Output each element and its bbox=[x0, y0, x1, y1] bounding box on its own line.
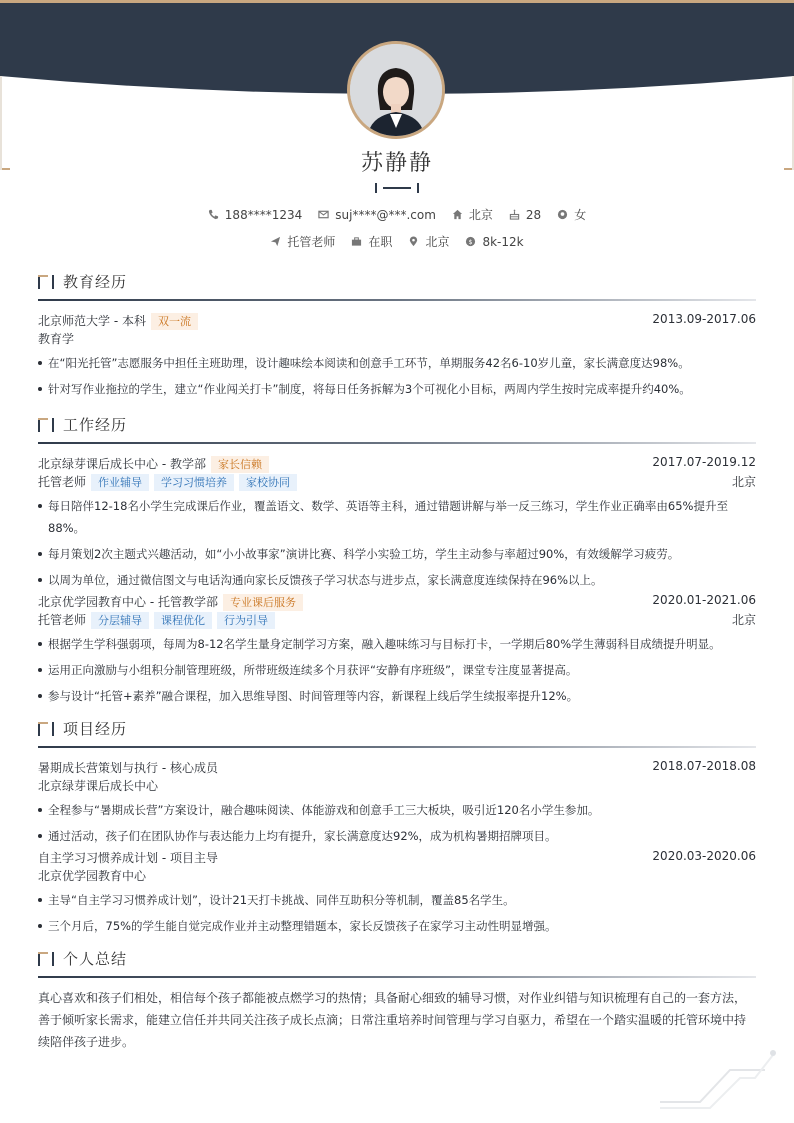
project-period: 2018.07-2018.08 bbox=[652, 759, 756, 773]
section-divider bbox=[38, 442, 756, 444]
list-item: 在“阳光托管”志愿服务中担任主班助理，设计趣味绘本阅读和创意手工环节，单期服务42名6-10岁儿童，家长满意度达98%。 bbox=[38, 352, 756, 374]
mail-icon bbox=[318, 209, 329, 220]
list-item: 参与设计“托管+素养”融合课程，加入思维导图、时间管理等内容，新课程上线后学生续报率提升12%。 bbox=[38, 685, 756, 707]
work-entry bbox=[38, 455, 756, 591]
projects-section bbox=[38, 718, 756, 933]
list-item: 每日陪伴12-18名小学生完成课后作业，覆盖语文、数学、英语等主科，通过错题讲解与举一反三练习，学生作业正确率由65%提升至88%。 bbox=[38, 495, 756, 539]
work-period: 2020.01-2021.06 bbox=[652, 593, 756, 607]
work-city: 北京 bbox=[731, 475, 756, 489]
education-section bbox=[38, 271, 756, 396]
gender-text: 女 bbox=[574, 208, 587, 222]
section-bracket-icon bbox=[38, 952, 56, 966]
project-period: 2020.03-2020.06 bbox=[652, 849, 756, 863]
summary-title: 个人总结 bbox=[63, 950, 128, 968]
home-icon bbox=[452, 209, 463, 220]
project-title: 自主学习习惯养成计划 - 项目主导 bbox=[38, 851, 218, 865]
target-job-text: 托管老师 bbox=[287, 235, 336, 249]
education-title: 教育经历 bbox=[63, 273, 128, 291]
section-divider bbox=[38, 746, 756, 748]
project-org: 北京绿芽课后成长中心 bbox=[38, 779, 159, 793]
summary-text: 真心喜欢和孩子们相处，相信每个孩子都能被点燃学习的热情；具备耐心细致的辅导习惯，对作业纠错与知识梳理有自己的一套方法，善于倾听家长需求，能建立信任并共同关注孩子成长点滴；日常注重培养时间管理与学习自驱力，希望在一个踏实温暖的托管环境中持续陪伴孩子进步。 bbox=[38, 991, 747, 1049]
work-title: 工作经历 bbox=[63, 416, 128, 434]
section-divider bbox=[38, 976, 756, 978]
list-item: 针对写作业拖拉的学生，建立“作业闯关打卡”制度，将每日任务拆解为3个可视化小目标，两周内学生按时完成率提升约40%。 bbox=[38, 378, 756, 400]
section-bracket-icon bbox=[38, 722, 56, 736]
projects-title: 项目经历 bbox=[63, 720, 128, 738]
money-icon bbox=[465, 236, 476, 247]
location-text: 北京 bbox=[468, 208, 493, 222]
list-item: 运用正向激励与小组积分制管理班级，所带班级连续多个月获评“安静有序班级”，课堂专注度显著提高。 bbox=[38, 659, 756, 681]
project-title: 暑期成长营策划与执行 - 核心成员 bbox=[38, 761, 218, 775]
phone-icon bbox=[208, 209, 219, 220]
major: 教育学 bbox=[38, 332, 75, 346]
salary-text: 8k-12k bbox=[482, 234, 524, 249]
section-divider bbox=[38, 299, 756, 301]
work-entry bbox=[38, 593, 756, 707]
company-name: 北京绿芽课后成长中心 - 教学部 bbox=[38, 457, 206, 471]
gender-icon bbox=[557, 209, 568, 220]
portrait-image bbox=[350, 44, 442, 136]
work-city: 北京 bbox=[731, 613, 756, 627]
list-item: 以周为单位，通过微信图文与电话沟通向家长反馈孩子学习状态与进步点，家长满意度连续保持在96%以上。 bbox=[38, 569, 756, 591]
summary-section bbox=[38, 948, 756, 1049]
section-bracket-icon bbox=[38, 275, 56, 289]
map-pin-icon bbox=[408, 236, 419, 247]
school-name: 北京师范大学 - 本科 bbox=[38, 314, 146, 328]
candidate-name: 苏静静 bbox=[360, 151, 433, 176]
skill-tag: 学习习惯培养 bbox=[154, 474, 234, 491]
work-section bbox=[38, 414, 756, 703]
target-job-item bbox=[270, 233, 335, 250]
school-tag: 双一流 bbox=[151, 313, 198, 330]
salary-item bbox=[465, 233, 523, 250]
project-entry bbox=[38, 759, 756, 847]
education-period: 2013.09-2017.06 bbox=[652, 312, 756, 326]
age-text: 28 bbox=[525, 207, 542, 222]
project-org: 北京优学园教育中心 bbox=[38, 869, 147, 883]
target-city-text: 北京 bbox=[425, 235, 450, 249]
list-item: 每月策划2次主题式兴趣活动，如“小小故事家”演讲比赛、科学小实验工坊，学生主动参与率超过90%，有效缓解学习疲劳。 bbox=[38, 543, 756, 565]
list-item: 全程参与“暑期成长营”方案设计，融合趣味阅读、体能游戏和创意手工三大板块，吸引近120名小学生参加。 bbox=[38, 799, 756, 821]
briefcase-icon bbox=[351, 236, 362, 247]
skill-tag: 作业辅导 bbox=[91, 474, 149, 491]
age-item bbox=[509, 206, 541, 223]
target-city-item bbox=[408, 233, 449, 250]
name-divider bbox=[375, 183, 419, 193]
role: 托管老师 bbox=[38, 475, 87, 489]
work-period: 2017.07-2019.12 bbox=[652, 455, 756, 469]
location-item bbox=[452, 206, 493, 223]
phone-item bbox=[208, 206, 302, 223]
project-entry bbox=[38, 849, 756, 937]
status-text: 在职 bbox=[368, 235, 393, 249]
company-name: 北京优学园教育中心 - 托管教学部 bbox=[38, 595, 218, 609]
status-item bbox=[351, 233, 392, 250]
cake-icon bbox=[509, 209, 520, 220]
contact-row bbox=[0, 206, 794, 223]
email-text: suj****@***.com bbox=[335, 207, 436, 222]
list-item: 根据学生学科强弱项，每周为8-12名学生量身定制学习方案，融入趣味练习与目标打卡，一学期后80%学生薄弱科目成绩提升明显。 bbox=[38, 633, 756, 655]
email-item bbox=[318, 206, 436, 223]
list-item: 三个月后，75%的学生能自觉完成作业并主动整理错题本，家长反馈孩子在家学习主动性明显增强。 bbox=[38, 915, 756, 937]
list-item: 主导“自主学习习惯养成计划”，设计21天打卡挑战、同伴互助积分等机制，覆盖85名学生。 bbox=[38, 889, 756, 911]
skill-tag: 分层辅导 bbox=[91, 612, 149, 629]
job-intent-row bbox=[0, 233, 794, 250]
list-item: 通过活动，孩子们在团队协作与表达能力上均有提升，家长满意度达92%，成为机构暑期招牌项目。 bbox=[38, 825, 756, 847]
corner-decoration bbox=[655, 1045, 785, 1110]
role: 托管老师 bbox=[38, 613, 87, 627]
company-tag: 家长信赖 bbox=[211, 456, 269, 473]
gender-item bbox=[557, 206, 586, 223]
avatar bbox=[347, 41, 445, 139]
svg-text:$: $ bbox=[468, 237, 473, 246]
skill-tag: 课程优化 bbox=[154, 612, 212, 629]
phone-text: 188****1234 bbox=[224, 207, 303, 222]
major-row bbox=[38, 330, 756, 348]
company-tag: 专业课后服务 bbox=[223, 594, 303, 611]
section-bracket-icon bbox=[38, 418, 56, 432]
skill-tag: 行为引导 bbox=[217, 612, 275, 629]
skill-tag: 家校协同 bbox=[239, 474, 297, 491]
education-header bbox=[38, 312, 756, 330]
send-icon bbox=[270, 236, 281, 247]
